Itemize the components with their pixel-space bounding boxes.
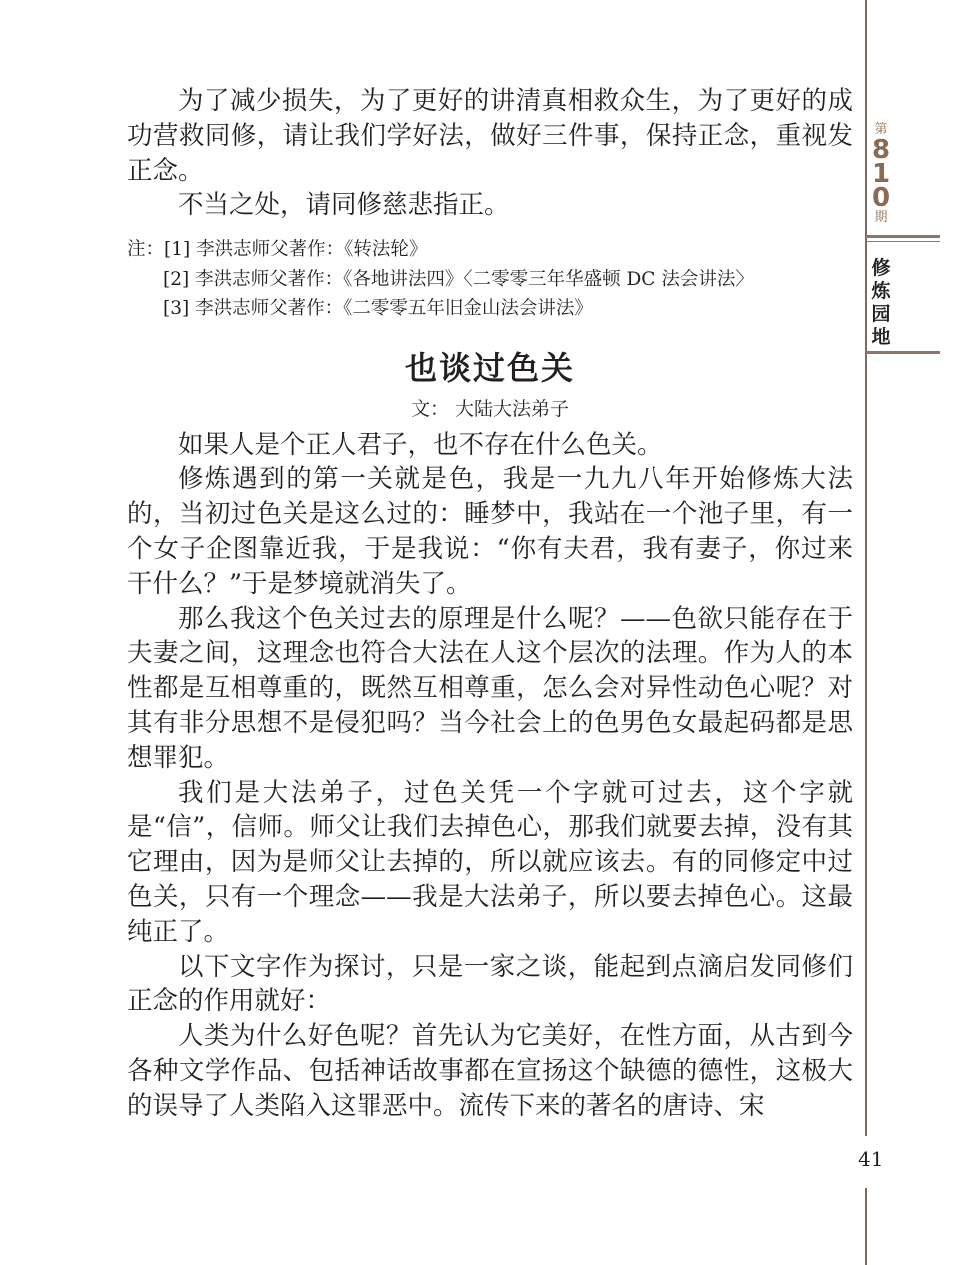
page-content	[127, 84, 853, 1124]
issue-suffix: 期	[874, 210, 888, 225]
footnotes	[127, 235, 853, 324]
article-title: 也谈过色关	[404, 348, 575, 387]
page-number: 41	[858, 1147, 884, 1171]
section-char: 修	[871, 257, 891, 279]
article-paragraph: 如果人是个正人君子，也不存在什么色关。	[178, 429, 663, 460]
section-char: 炼	[871, 280, 891, 302]
issue-number	[868, 122, 894, 226]
section-char: 地	[871, 326, 891, 348]
sidebar-divider-line-bottom	[865, 1188, 867, 1265]
sidebar-rule-thin	[866, 241, 940, 242]
issue-digit: 0	[871, 183, 891, 213]
footnote: 注：[1] 李洪志师父著作：《转法轮》	[127, 239, 428, 261]
article-byline: 文： 大陆大法弟子	[410, 397, 570, 420]
footnote: [2] 李洪志师父著作：《各地讲法四》〈二零零三年华盛顿 DC 法会讲法〉	[163, 268, 754, 290]
article-paragraph: 人类为什么好色呢？首先认为它美好，在性方面，从古到今各种文学作品、包括神话故事都在宣扬这个缺德的德性，这极大的误导了人类陷入这罪恶中。流传下来的著名的唐诗、宋	[127, 1021, 853, 1121]
sidebar-rule-bottom	[866, 351, 940, 354]
intro-paragraph: 为了减少损失，为了更好的讲清真相救众生，为了更好的成功营救同修，请让我们学好法，做好三件事，保持正念，重视发正念。	[127, 86, 853, 186]
issue-digit: 8	[871, 135, 891, 165]
issue-digit: 1	[871, 159, 891, 189]
article-paragraph: 以下文字作为探讨，只是一家之谈，能起到点滴启发同修们正念的作用就好：	[127, 951, 853, 1017]
article-paragraph: 我们是大法弟子，过色关凭一个字就可过去，这个字就是“信”，信师。师父让我们去掉色心，那我们就要去掉，没有其它理由，因为是师父让去掉的，所以就应该去。有的同修定中过色关，只有一个理念——我是大法弟子，所以要去掉色心。这最纯正了。	[127, 777, 853, 947]
section-name	[868, 257, 894, 349]
article-paragraph: 那么我这个色关过去的原理是什么呢？——色欲只能存在于夫妻之间，这理念也符合大法在人这个层次的法理。作为人的本性都是互相尊重的，既然互相尊重，怎么会对异性动色心呢？对其有非分思想不是侵犯吗？当今社会上的色男色女最起码都是思想罪犯。	[127, 603, 853, 773]
intro-paragraph: 不当之处，请同修慈悲指正。	[178, 190, 510, 221]
issue-prefix: 第	[874, 122, 888, 137]
sidebar-divider-line	[865, 0, 867, 1136]
footnote: [3] 李洪志师父著作：《二零零五年旧金山法会讲法》	[163, 298, 593, 320]
section-char: 园	[871, 303, 891, 325]
sidebar-rule	[866, 235, 940, 238]
article-paragraph: 修炼遇到的第一关就是色，我是一九九八年开始修炼大法的，当初过色关是这么过的：睡梦中，我站在一个池子里，有一个女子企图靠近我，于是我说：“你有夫君，我有妻子，你过来干什么？”于是梦境就消失了。	[127, 464, 853, 599]
